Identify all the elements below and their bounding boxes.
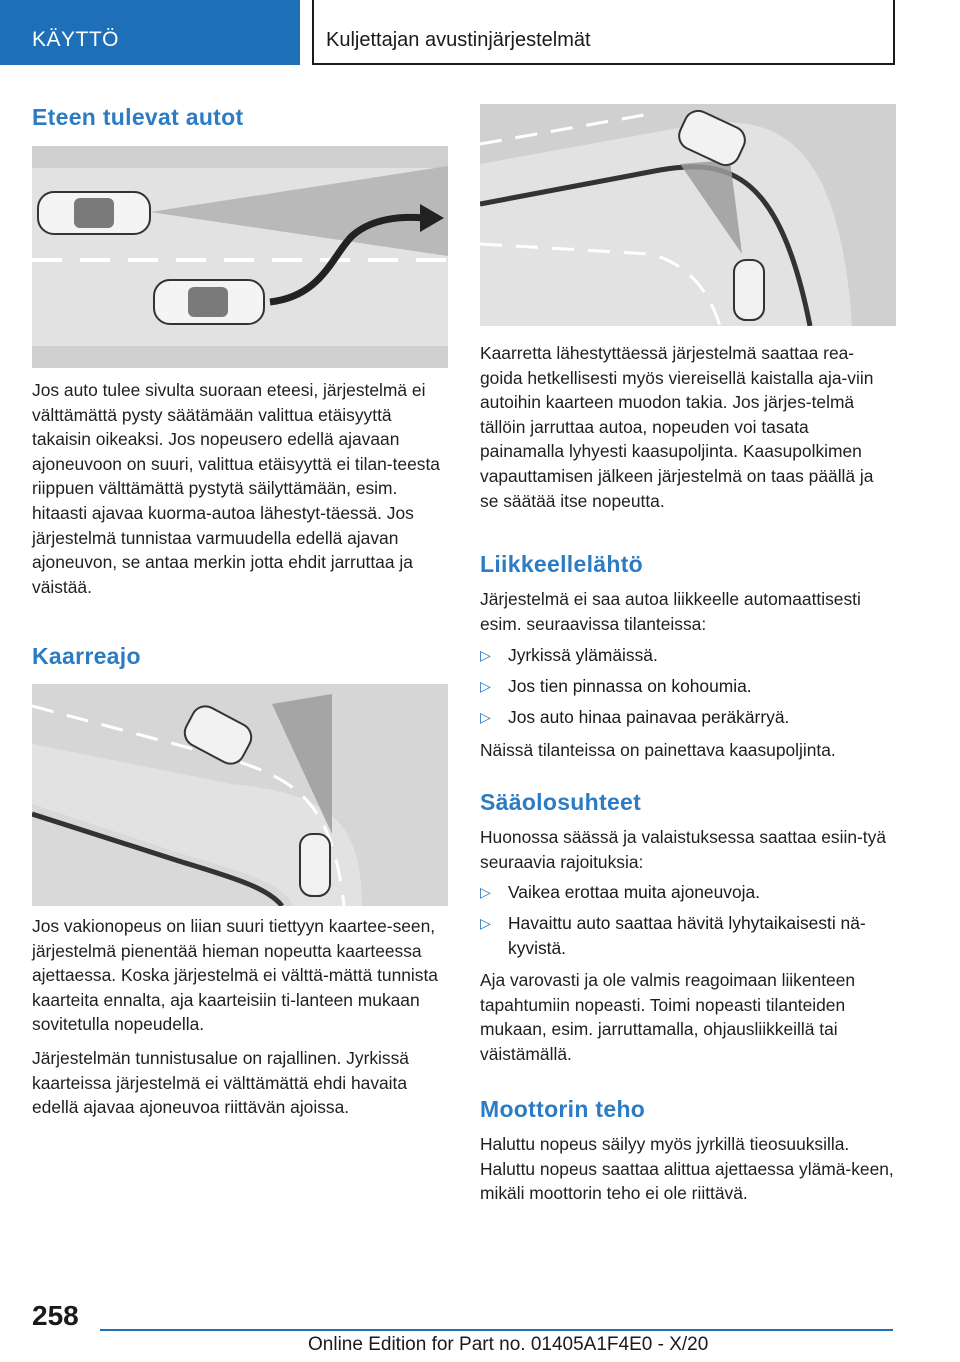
footer-rule [100, 1329, 893, 1331]
page-number: 258 [32, 1300, 79, 1331]
figure-cut-in [32, 146, 448, 368]
footer-edition: Online Edition for Part no. 01405A1F4E0 - X/20 [308, 1334, 709, 1355]
heading-weather: Sääolosuhteet [480, 789, 642, 815]
heading-oncoming-cars: Eteen tulevat autot [32, 104, 244, 130]
heading-engine-power: Moottorin teho [480, 1096, 646, 1122]
list-item: ▷ Jos tien pinnassa on kohoumia. [480, 674, 896, 699]
list-item: ▷ Vaikea erottaa muita ajoneuvoja. [480, 880, 896, 905]
header-section-label: KÄYTTÖ [32, 28, 120, 51]
header-section-tab [0, 0, 300, 65]
paragraph-cut-in: Jos auto tulee sivulta suoraan eteesi, järjestelmä ei välttämättä pysty säätämään valittua etäisyyttä takaisin oikeaksi. Jos nopeusero edellä ajavaan ajoneuvoon on suuri, valittua etäisyyttä ei tilan-teesta riippuen välttämättä pystytä säilyttämään, esim. hitaasti ajavaa kuorma-autoa lähestyt-täessä. Jos järjestelmä tunnistaa varmuudella edellä ajavan ajoneuvon, se antaa merkin jotta ehdit jarruttaa ja väistää. [32, 380, 440, 597]
list-item: ▷ Jyrkissä ylämäissä. [480, 643, 896, 668]
list-starting-conditions [480, 643, 896, 736]
figure-adjacent-lane [480, 104, 896, 326]
paragraph-drive-carefully: Aja varovasti ja ole valmis reagoimaan liikenteen tapahtumiin nopeasti. Toimi nopeasti tilanteiden mukaan, esim. jarruttamalla, ohjausliikkeillä tai väistämällä. [480, 970, 856, 1064]
list-item: ▷ Jos auto hinaa painavaa peräkärryä. [480, 705, 896, 730]
triangle-bullet-icon: ▷ [480, 678, 491, 695]
triangle-bullet-icon: ▷ [480, 884, 491, 900]
triangle-bullet-icon: ▷ [480, 915, 491, 932]
triangle-bullet-icon: ▷ [480, 709, 491, 726]
figure-curve-driving [32, 684, 448, 906]
paragraph-weather: Huonossa säässä ja valaistuksessa saattaa esiin-tyä seuraavia rajoituksia: [480, 827, 886, 872]
triangle-bullet-icon: ▷ [480, 647, 491, 663]
paragraph-detection-range: Järjestelmän tunnistusalue on rajallinen. Jyrkissä kaarteissa järjestelmä ei välttämättä ehdi havaita edellä ajavaa ajoneuvoa riittävän ajoissa. [32, 1048, 409, 1118]
paragraph-press-accelerator: Näissä tilanteissa on painettava kaasupoljinta. [480, 740, 836, 760]
heading-starting-off: Liikkeellelähtö [480, 551, 644, 577]
paragraph-engine-power: Haluttu nopeus säilyy myös jyrkillä tieosuuksilla. Haluttu nopeus saattaa alittua ajettaessa ylämä-keen, mikäli moottorin teho ei ole riittävä. [480, 1134, 894, 1204]
paragraph-starting-off: Järjestelmä ei saa autoa liikkeelle automaattisesti esim. seuraavissa tilanteissa: [480, 589, 861, 634]
list-weather-limits [480, 880, 896, 967]
list-item: ▷ Havaittu auto saattaa hävitä lyhytaikaisesti nä-kyvistä. [480, 913, 866, 958]
paragraph-curve-speed: Jos vakionopeus on liian suuri tiettyyn kaartee-seen, järjestelmä pienentää hieman nopeutta kaarteessa ajettaessa. Koska järjestelmä ei välttä-mättä tunnista kaarteita ennalta, aja kaarteisiin ti-lanteen mukaan sovitetulla nopeudella. [32, 916, 438, 1035]
heading-curve-driving: Kaarreajo [32, 643, 141, 669]
paragraph-adjacent-lane: Kaarretta lähestyttäessä järjestelmä saattaa rea-goida hetkellisesti myös viereisellä kaistalla aja-viin autoihin kaarteen muodon takia. Jos järjes-telmä tällöin jarruttaa autoa, nopeuden voi tasata painamalla lyhyesti kaasupoljinta. Kaasupolkimen vapauttamisen jälkeen järjestelmä on taas päällä ja se säätää itse nopeutta. [480, 343, 874, 511]
header-chapter-box [312, 0, 895, 65]
header-chapter-label: Kuljettajan avustinjärjestelmät [326, 29, 591, 51]
